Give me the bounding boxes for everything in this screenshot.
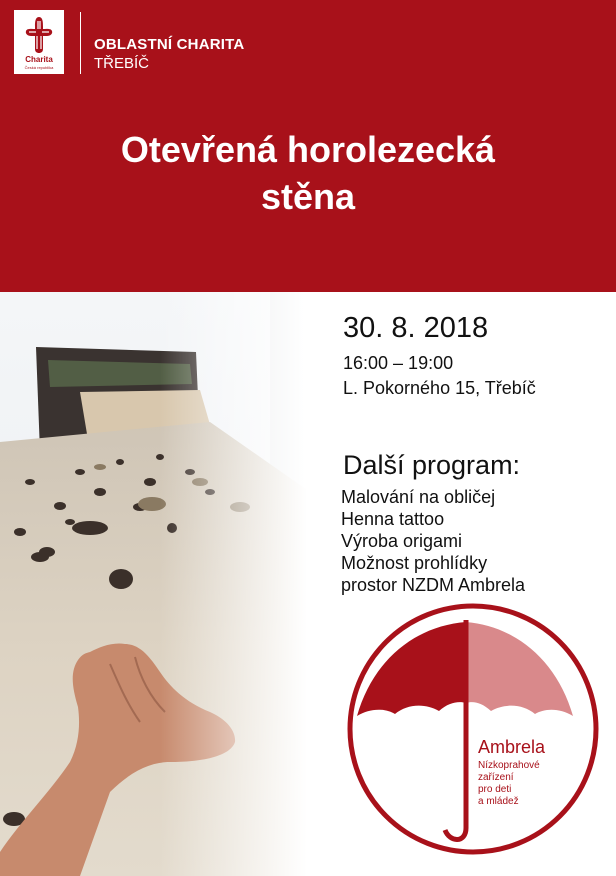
photo-fade xyxy=(160,292,320,876)
ambrela-line: a mládež xyxy=(478,796,519,807)
charita-cross-icon xyxy=(23,15,55,55)
organization-name: OBLASTNÍ CHARITA xyxy=(94,36,245,53)
program-item: Výroba origami xyxy=(341,531,463,551)
event-time: 16:00 – 19:00 xyxy=(343,353,454,373)
title-line-1: Otevřená horolezecká xyxy=(120,129,496,170)
header-banner xyxy=(0,0,616,292)
organization-city: TŘEBÍČ xyxy=(94,55,150,72)
ambrela-description xyxy=(478,760,540,808)
charita-logo xyxy=(14,10,64,74)
title-line-2: stěna xyxy=(260,176,356,217)
ambrela-name: Ambrela xyxy=(478,737,546,757)
header-divider xyxy=(80,12,81,74)
ambrela-line: zařízení xyxy=(478,772,514,783)
poster-title xyxy=(0,126,616,220)
program-heading: Další program: xyxy=(343,450,521,480)
program-item: prostor NZDM Ambrela xyxy=(341,575,526,595)
program-item: Možnost prohlídky xyxy=(341,553,488,573)
program-item: Malování na obličej xyxy=(341,487,496,507)
event-date: 30. 8. 2018 xyxy=(343,312,489,344)
logo-subtext: Česká republika xyxy=(24,65,54,70)
ambrela-line: Nízkoprahové xyxy=(478,760,540,771)
ambrela-logo xyxy=(345,598,601,860)
ambrela-line: pro deti xyxy=(478,784,512,795)
program-list xyxy=(341,486,525,596)
logo-text: Charita xyxy=(25,55,53,64)
event-address: L. Pokorného 15, Třebíč xyxy=(343,378,536,398)
program-item: Henna tattoo xyxy=(341,509,445,529)
